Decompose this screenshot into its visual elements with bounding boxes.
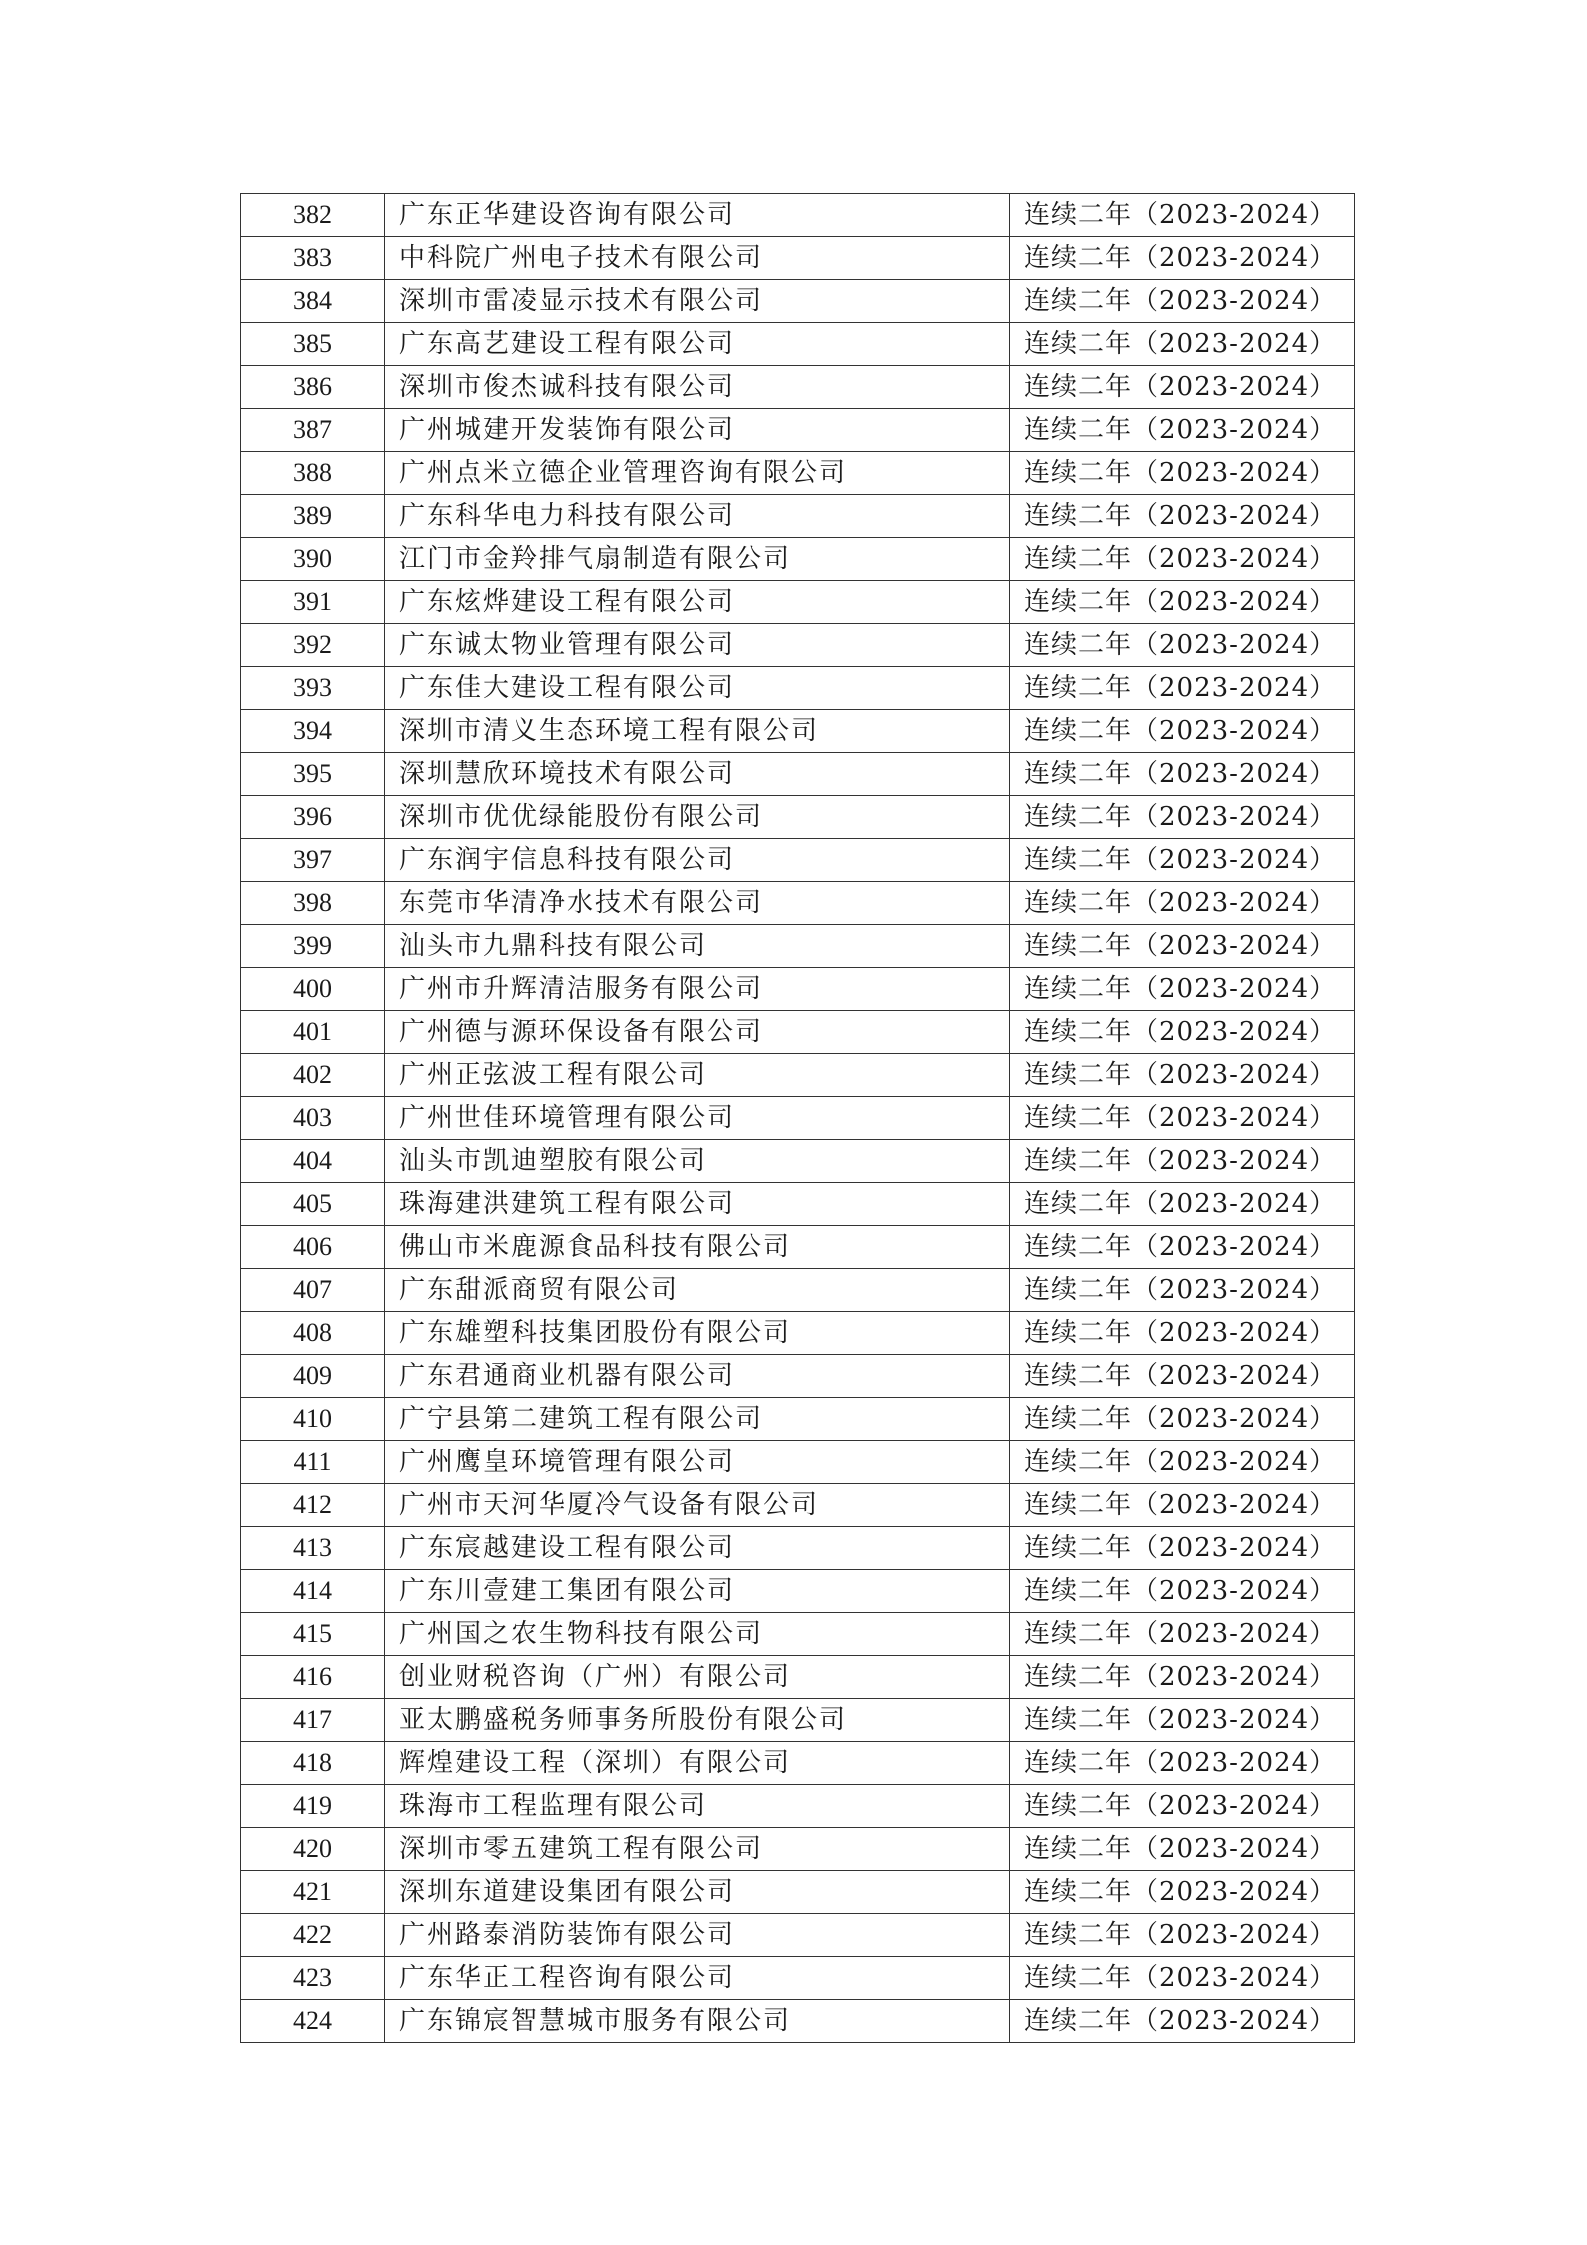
recognition-status: 连续二年（2023-2024） <box>1010 753 1355 796</box>
row-number: 389 <box>241 495 385 538</box>
company-name: 深圳市优优绿能股份有限公司 <box>385 796 1010 839</box>
recognition-status: 连续二年（2023-2024） <box>1010 409 1355 452</box>
table-row <box>241 581 1355 624</box>
table-row <box>241 1011 1355 1054</box>
row-number: 421 <box>241 1871 385 1914</box>
recognition-status: 连续二年（2023-2024） <box>1010 624 1355 667</box>
company-name: 广东锦宸智慧城市服务有限公司 <box>385 2000 1010 2043</box>
table-row <box>241 710 1355 753</box>
company-name: 亚太鹏盛税务师事务所股份有限公司 <box>385 1699 1010 1742</box>
table-row <box>241 882 1355 925</box>
row-number: 391 <box>241 581 385 624</box>
row-number: 384 <box>241 280 385 323</box>
row-number: 416 <box>241 1656 385 1699</box>
table-row <box>241 1312 1355 1355</box>
row-number: 423 <box>241 1957 385 2000</box>
table-row <box>241 194 1355 237</box>
company-name: 广州正弦波工程有限公司 <box>385 1054 1010 1097</box>
table-row <box>241 237 1355 280</box>
recognition-status: 连续二年（2023-2024） <box>1010 1785 1355 1828</box>
company-name: 广东润宇信息科技有限公司 <box>385 839 1010 882</box>
table-row <box>241 452 1355 495</box>
recognition-status: 连续二年（2023-2024） <box>1010 1183 1355 1226</box>
row-number: 422 <box>241 1914 385 1957</box>
row-number: 385 <box>241 323 385 366</box>
table-row <box>241 280 1355 323</box>
row-number: 386 <box>241 366 385 409</box>
row-number: 412 <box>241 1484 385 1527</box>
company-name: 广东华正工程咨询有限公司 <box>385 1957 1010 2000</box>
row-number: 410 <box>241 1398 385 1441</box>
table-row <box>241 409 1355 452</box>
row-number: 424 <box>241 2000 385 2043</box>
company-name: 深圳市清义生态环境工程有限公司 <box>385 710 1010 753</box>
company-name: 广州点米立德企业管理咨询有限公司 <box>385 452 1010 495</box>
company-name: 广州国之农生物科技有限公司 <box>385 1613 1010 1656</box>
company-name: 广东宸越建设工程有限公司 <box>385 1527 1010 1570</box>
recognition-status: 连续二年（2023-2024） <box>1010 1828 1355 1871</box>
recognition-status: 连续二年（2023-2024） <box>1010 538 1355 581</box>
row-number: 382 <box>241 194 385 237</box>
row-number: 418 <box>241 1742 385 1785</box>
company-name: 中科院广州电子技术有限公司 <box>385 237 1010 280</box>
recognition-status: 连续二年（2023-2024） <box>1010 882 1355 925</box>
company-name: 广州路泰消防装饰有限公司 <box>385 1914 1010 1957</box>
row-number: 388 <box>241 452 385 495</box>
row-number: 415 <box>241 1613 385 1656</box>
table-row <box>241 495 1355 538</box>
table-row <box>241 839 1355 882</box>
row-number: 405 <box>241 1183 385 1226</box>
table-row <box>241 1183 1355 1226</box>
company-name: 广州德与源环保设备有限公司 <box>385 1011 1010 1054</box>
recognition-status: 连续二年（2023-2024） <box>1010 323 1355 366</box>
recognition-status: 连续二年（2023-2024） <box>1010 1226 1355 1269</box>
recognition-status: 连续二年（2023-2024） <box>1010 1097 1355 1140</box>
row-number: 420 <box>241 1828 385 1871</box>
row-number: 392 <box>241 624 385 667</box>
company-name: 广州城建开发装饰有限公司 <box>385 409 1010 452</box>
row-number: 413 <box>241 1527 385 1570</box>
row-number: 403 <box>241 1097 385 1140</box>
table-row <box>241 1570 1355 1613</box>
company-name: 广东雄塑科技集团股份有限公司 <box>385 1312 1010 1355</box>
company-name: 广东诚太物业管理有限公司 <box>385 624 1010 667</box>
recognition-status: 连续二年（2023-2024） <box>1010 839 1355 882</box>
table-row <box>241 753 1355 796</box>
recognition-status: 连续二年（2023-2024） <box>1010 796 1355 839</box>
recognition-status: 连续二年（2023-2024） <box>1010 1570 1355 1613</box>
company-name: 佛山市米鹿源食品科技有限公司 <box>385 1226 1010 1269</box>
table-row <box>241 968 1355 1011</box>
table-row <box>241 667 1355 710</box>
table-row <box>241 1656 1355 1699</box>
recognition-status: 连续二年（2023-2024） <box>1010 1398 1355 1441</box>
recognition-status: 连续二年（2023-2024） <box>1010 452 1355 495</box>
company-name: 东莞市华清净水技术有限公司 <box>385 882 1010 925</box>
row-number: 390 <box>241 538 385 581</box>
row-number: 409 <box>241 1355 385 1398</box>
recognition-status: 连续二年（2023-2024） <box>1010 1699 1355 1742</box>
recognition-status: 连续二年（2023-2024） <box>1010 1484 1355 1527</box>
table-row <box>241 366 1355 409</box>
table-row <box>241 1957 1355 2000</box>
table-row <box>241 1226 1355 1269</box>
recognition-status: 连续二年（2023-2024） <box>1010 1441 1355 1484</box>
company-name: 广东高艺建设工程有限公司 <box>385 323 1010 366</box>
row-number: 402 <box>241 1054 385 1097</box>
company-name: 深圳市零五建筑工程有限公司 <box>385 1828 1010 1871</box>
recognition-status: 连续二年（2023-2024） <box>1010 237 1355 280</box>
recognition-status: 连续二年（2023-2024） <box>1010 1269 1355 1312</box>
company-name: 广东君通商业机器有限公司 <box>385 1355 1010 1398</box>
company-name: 广州鹰皇环境管理有限公司 <box>385 1441 1010 1484</box>
row-number: 395 <box>241 753 385 796</box>
row-number: 400 <box>241 968 385 1011</box>
recognition-status: 连续二年（2023-2024） <box>1010 1914 1355 1957</box>
company-list-table <box>240 193 1355 2043</box>
recognition-status: 连续二年（2023-2024） <box>1010 1957 1355 2000</box>
recognition-status: 连续二年（2023-2024） <box>1010 1312 1355 1355</box>
table-row <box>241 925 1355 968</box>
company-name: 广州世佳环境管理有限公司 <box>385 1097 1010 1140</box>
row-number: 411 <box>241 1441 385 1484</box>
recognition-status: 连续二年（2023-2024） <box>1010 2000 1355 2043</box>
table-row <box>241 1269 1355 1312</box>
table-row <box>241 1355 1355 1398</box>
table-row <box>241 323 1355 366</box>
table-row <box>241 538 1355 581</box>
company-name: 深圳市雷凌显示技术有限公司 <box>385 280 1010 323</box>
company-name: 汕头市九鼎科技有限公司 <box>385 925 1010 968</box>
table-row <box>241 1613 1355 1656</box>
row-number: 407 <box>241 1269 385 1312</box>
recognition-status: 连续二年（2023-2024） <box>1010 1527 1355 1570</box>
row-number: 394 <box>241 710 385 753</box>
table-row <box>241 1484 1355 1527</box>
row-number: 383 <box>241 237 385 280</box>
recognition-status: 连续二年（2023-2024） <box>1010 581 1355 624</box>
recognition-status: 连续二年（2023-2024） <box>1010 1054 1355 1097</box>
company-name: 珠海建洪建筑工程有限公司 <box>385 1183 1010 1226</box>
recognition-status: 连续二年（2023-2024） <box>1010 1355 1355 1398</box>
company-name: 广宁县第二建筑工程有限公司 <box>385 1398 1010 1441</box>
table-row <box>241 1785 1355 1828</box>
table-body <box>241 194 1355 2043</box>
company-name: 广州市升辉清洁服务有限公司 <box>385 968 1010 1011</box>
recognition-status: 连续二年（2023-2024） <box>1010 968 1355 1011</box>
row-number: 401 <box>241 1011 385 1054</box>
row-number: 419 <box>241 1785 385 1828</box>
row-number: 396 <box>241 796 385 839</box>
row-number: 404 <box>241 1140 385 1183</box>
table-row <box>241 624 1355 667</box>
recognition-status: 连续二年（2023-2024） <box>1010 1140 1355 1183</box>
row-number: 414 <box>241 1570 385 1613</box>
table-row <box>241 1097 1355 1140</box>
recognition-status: 连续二年（2023-2024） <box>1010 280 1355 323</box>
company-name: 广东正华建设咨询有限公司 <box>385 194 1010 237</box>
table-row <box>241 796 1355 839</box>
table-row <box>241 1871 1355 1914</box>
company-name: 广东川壹建工集团有限公司 <box>385 1570 1010 1613</box>
table-row <box>241 1699 1355 1742</box>
recognition-status: 连续二年（2023-2024） <box>1010 925 1355 968</box>
table-row <box>241 1914 1355 1957</box>
company-name: 江门市金羚排气扇制造有限公司 <box>385 538 1010 581</box>
row-number: 393 <box>241 667 385 710</box>
table-row <box>241 1527 1355 1570</box>
company-name: 创业财税咨询（广州）有限公司 <box>385 1656 1010 1699</box>
row-number: 417 <box>241 1699 385 1742</box>
row-number: 399 <box>241 925 385 968</box>
table-row <box>241 2000 1355 2043</box>
table-row <box>241 1742 1355 1785</box>
company-name: 辉煌建设工程（深圳）有限公司 <box>385 1742 1010 1785</box>
table-row <box>241 1398 1355 1441</box>
row-number: 408 <box>241 1312 385 1355</box>
company-name: 广东佳大建设工程有限公司 <box>385 667 1010 710</box>
table-row <box>241 1441 1355 1484</box>
company-name: 深圳市俊杰诚科技有限公司 <box>385 366 1010 409</box>
company-name: 深圳慧欣环境技术有限公司 <box>385 753 1010 796</box>
recognition-status: 连续二年（2023-2024） <box>1010 1011 1355 1054</box>
recognition-status: 连续二年（2023-2024） <box>1010 710 1355 753</box>
company-name: 广东甜派商贸有限公司 <box>385 1269 1010 1312</box>
row-number: 398 <box>241 882 385 925</box>
row-number: 406 <box>241 1226 385 1269</box>
row-number: 397 <box>241 839 385 882</box>
company-name: 珠海市工程监理有限公司 <box>385 1785 1010 1828</box>
company-name: 深圳东道建设集团有限公司 <box>385 1871 1010 1914</box>
recognition-status: 连续二年（2023-2024） <box>1010 1656 1355 1699</box>
table-row <box>241 1054 1355 1097</box>
company-name: 广东科华电力科技有限公司 <box>385 495 1010 538</box>
recognition-status: 连续二年（2023-2024） <box>1010 194 1355 237</box>
company-name: 汕头市凯迪塑胶有限公司 <box>385 1140 1010 1183</box>
recognition-status: 连续二年（2023-2024） <box>1010 667 1355 710</box>
recognition-status: 连续二年（2023-2024） <box>1010 495 1355 538</box>
recognition-status: 连续二年（2023-2024） <box>1010 366 1355 409</box>
recognition-status: 连续二年（2023-2024） <box>1010 1742 1355 1785</box>
recognition-status: 连续二年（2023-2024） <box>1010 1871 1355 1914</box>
company-name: 广东炫烨建设工程有限公司 <box>385 581 1010 624</box>
recognition-status: 连续二年（2023-2024） <box>1010 1613 1355 1656</box>
company-name: 广州市天河华厦冷气设备有限公司 <box>385 1484 1010 1527</box>
table-row <box>241 1140 1355 1183</box>
row-number: 387 <box>241 409 385 452</box>
table-row <box>241 1828 1355 1871</box>
